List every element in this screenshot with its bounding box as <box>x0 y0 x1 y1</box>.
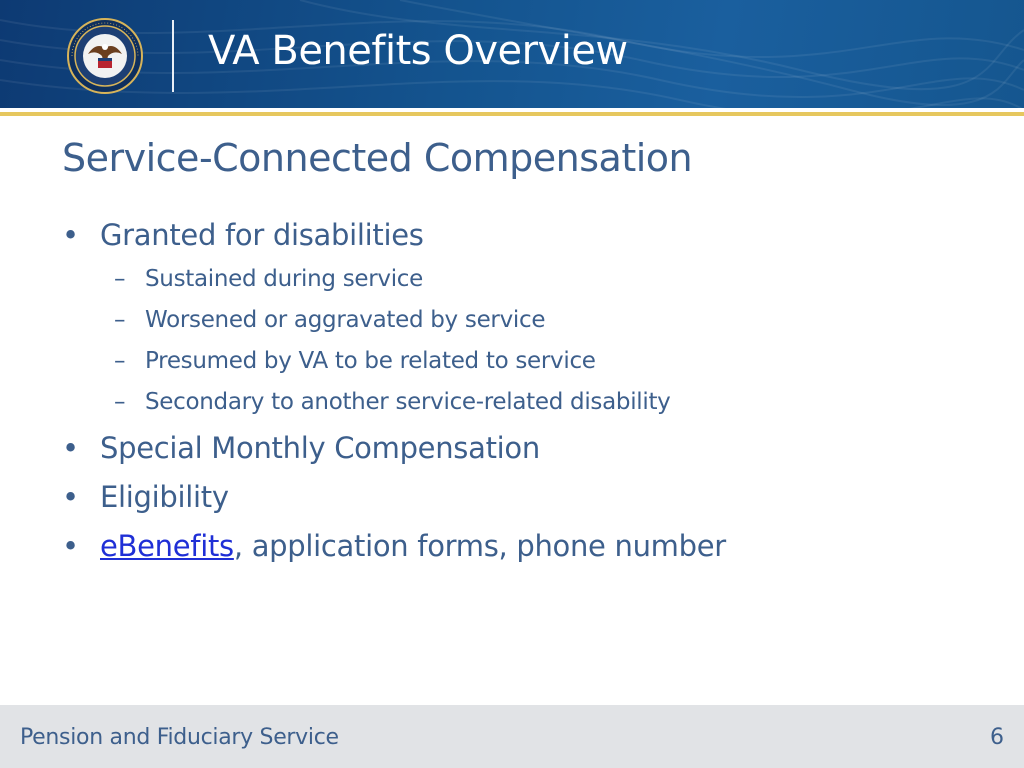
dash-glyph: – <box>114 307 126 333</box>
bullet-glyph: • <box>62 431 79 465</box>
sub-bullet-text: Secondary to another service-related disability <box>145 389 671 415</box>
dash-glyph: – <box>114 348 126 374</box>
ebenefits-link[interactable]: eBenefits <box>100 529 234 563</box>
footer-bar <box>0 705 1024 768</box>
footer-organization: Pension and Fiduciary Service <box>20 725 339 750</box>
dash-glyph: – <box>114 266 126 292</box>
header-title: VA Benefits Overview <box>208 28 628 74</box>
header-banner <box>0 0 1024 108</box>
gold-divider-rule <box>0 112 1024 116</box>
page-number: 6 <box>990 725 1004 750</box>
bullet-glyph: • <box>62 480 79 514</box>
sub-bullet-text: Presumed by VA to be related to service <box>145 348 596 374</box>
dash-glyph: – <box>114 389 126 415</box>
va-seal-icon <box>66 18 144 94</box>
bullet-item <box>62 431 540 465</box>
sub-bullet-item <box>114 307 545 333</box>
bullet-text: , application forms, phone number <box>233 529 726 563</box>
bullet-glyph: • <box>62 218 79 252</box>
bullet-text: Special Monthly Compensation <box>100 431 540 465</box>
sub-bullet-item <box>114 389 671 415</box>
sub-bullet-item <box>114 266 423 292</box>
bullet-text: Eligibility <box>100 480 229 514</box>
bullet-glyph: • <box>62 529 79 563</box>
sub-bullet-text: Worsened or aggravated by service <box>145 307 546 333</box>
bullet-item <box>62 218 424 252</box>
bullet-item <box>62 529 726 563</box>
bullet-item <box>62 480 229 514</box>
sub-bullet-item <box>114 348 596 374</box>
bullet-text: Granted for disabilities <box>100 218 424 252</box>
header-divider <box>172 20 174 92</box>
sub-bullet-text: Sustained during service <box>145 266 423 292</box>
slide-title: Service-Connected Compensation <box>62 136 693 180</box>
